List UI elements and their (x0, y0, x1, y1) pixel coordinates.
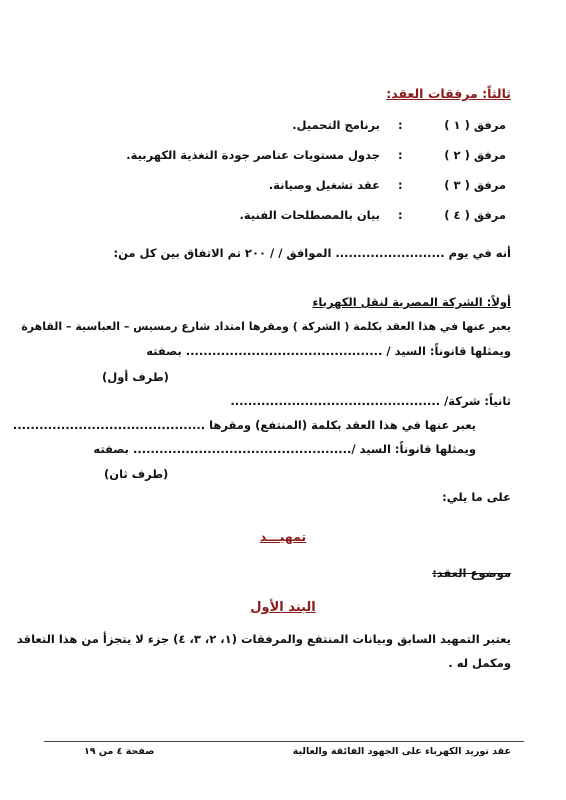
attachment-description: عقد تشغيل وصيانة. (268, 178, 380, 192)
first-party-role: (طرف أول) (102, 370, 169, 384)
first-party-title (312, 295, 511, 309)
first-party-title-text: أولاً: الشركة المصرية لنقل الكهرباء (312, 295, 511, 309)
second-party-line-1: يعبر عنها في هذا العقد بكلمة (المنتفع) ومقرها ............................................ (12, 418, 476, 432)
attachment-description: برنامج التحميل. (292, 118, 380, 132)
section-three-title: ثالثاً: مرفقات العقد: (386, 86, 511, 101)
attachment-colon: : (398, 178, 403, 192)
attachment-colon: : (398, 118, 403, 132)
preamble-title: تمهيـــد (259, 529, 307, 544)
clause-one-text-line-2: ومكمل له . (448, 656, 511, 670)
attachment-label: مرفق ( ١ ) (444, 118, 506, 132)
agreement-date-line: أنه في يوم ......................... الموافق / / ٢٠٠ تم الاتفاق بين كل من: (113, 246, 511, 260)
attachment-description: بيان بالمصطلحات الفنية. (239, 208, 380, 222)
footer-document-title: عقد توريد الكهرباء على الجهود الفائقة والعالية (292, 746, 511, 757)
footer-page-number: صفحة ٤ من ١٩ (84, 746, 155, 757)
attachment-label: مرفق ( ٤ ) (444, 208, 506, 222)
first-party-line-2: ويمثلها قانوناً: السيد / ............................................. بصفته (146, 344, 511, 358)
second-party-role: (طرف ثان) (104, 467, 169, 481)
clause-one-title: البند الأول (250, 600, 316, 615)
clause-one-text-line-1: يعتبر التمهيد السابق وبيانات المنتفع والمرفقات (١، ٢، ٣، ٤) جزء لا يتجزأ من هذا التعاقد (16, 632, 511, 646)
attachment-description: جدول مستويات عناصر جودة التغذية الكهربية. (126, 148, 380, 162)
first-party-line-1: يعبر عنها في هذا العقد بكلمة ( الشركة ) ومقرها امتداد شارع رمسيس – العباسية – القاهرة (21, 320, 511, 333)
attachment-colon: : (398, 148, 403, 162)
attachment-colon: : (398, 208, 403, 222)
attachment-label: مرفق ( ٣ ) (444, 178, 506, 192)
second-party-title: ثانياً: شركة/ ................................................ (230, 394, 511, 408)
contract-subject: موضوع العقد: (432, 566, 511, 580)
second-party-line-2: ويمثلها قانوناً: السيد /.................................................. بصفته (93, 442, 476, 456)
footer-divider (44, 741, 524, 742)
agreed-on-line: على ما يلي: (442, 490, 511, 504)
attachment-label: مرفق ( ٢ ) (444, 148, 506, 162)
